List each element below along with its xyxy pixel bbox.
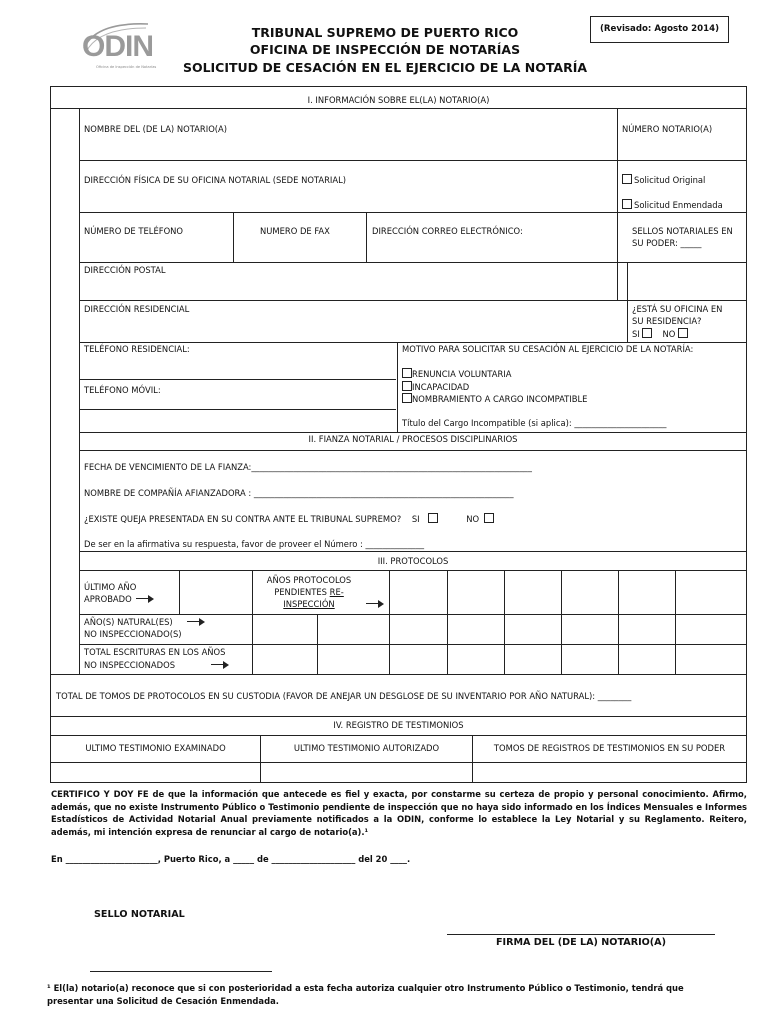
anos-protocolos-line-3: INSPECCIÓN [283,599,335,609]
arrow-right-icon [211,664,227,665]
motivo-option-renuncia[interactable] [402,368,512,380]
oficina-no-checkbox[interactable] [678,328,688,338]
postal-field[interactable] [80,278,616,299]
solicitud-original-checkbox[interactable] [622,174,632,184]
anos-protocolos-re: RE- [329,587,344,597]
escrituras-line-1: TOTAL ESCRITURAS EN LOS AÑOS [84,647,226,657]
afirmativa-numero[interactable]: De ser en la afirmativa su respuesta, favor de proveer el Número : ______________ [84,539,425,549]
titulo-cargo[interactable]: Título del Cargo Incompatible (si aplica): ______________________ [402,418,667,428]
tel-movil-label: TELÉFONO MÓVIL: [84,385,161,395]
date-line[interactable]: En ______________________, Puerto Rico, a _____ de ____________________ del 20 ____. [51,854,411,864]
fax-label: NUMERO DE FAX [260,226,330,236]
incapacidad-label: INCAPACIDAD [412,382,470,392]
queja-no-checkbox[interactable] [484,513,494,523]
sellos-line-1: SELLOS NOTARIALES EN [632,226,733,236]
tomos-registros-field[interactable] [473,763,746,782]
compania-afianzadora[interactable]: NOMBRE DE COMPAÑÍA AFIANZADORA : ______________________________________________________________ [84,488,514,498]
direccion-fisica-label: DIRECCIÓN FÍSICA DE SU OFICINA NOTARIAL (SEDE NOTARIAL) [84,175,347,185]
numero-label: NÚMERO NOTARIO(A) [622,124,713,134]
total-tomos[interactable]: TOTAL DE TOMOS DE PROTOCOLOS EN SU CUSTODIA (FAVOR DE ANEJAR UN DESGLOSE DE SU INVENTARIO POR AÑO NATURAL): ________ [56,691,632,701]
sello-notarial: SELLO NOTARIAL [94,909,185,920]
testimonio-examinado-field[interactable] [51,763,259,782]
oficina-residencia-line-2: SU RESIDENCIA? [632,316,702,326]
naturales-line-1 [84,617,203,628]
arrow-right-icon [187,621,203,622]
naturales-line-2: NO INSPECCIONADO(S) [84,629,182,639]
ultimo-ano-field[interactable] [180,571,251,613]
ultimo-ano-line-2 [84,594,152,605]
nombre-field[interactable] [80,138,616,159]
footnote-line-2: presentar una Solicitud de Cesación Enmendada. [47,996,279,1006]
solicitud-enmendada-checkbox[interactable] [622,199,632,209]
anos-protocolos-line-2-text: PENDIENTES [274,587,327,597]
motivo-option-incapacidad[interactable] [402,381,469,393]
renuncia-label: RENUNCIA VOLUNTARIA [412,369,512,379]
testimonio-autorizado-field[interactable] [261,763,471,782]
residencial-label: DIRECCIÓN RESIDENCIAL [84,304,190,314]
postal-label: DIRECCIÓN POSTAL [84,265,166,275]
anos-protocolos-line-1: AÑOS PROTOCOLOS [266,575,352,585]
fax-field[interactable] [234,240,365,261]
oficina-residencia-options [632,328,690,340]
solicitud-enmendada-label: Solicitud Enmendada [634,200,723,210]
telefono-label: NÚMERO DE TELÉFONO [84,226,184,236]
nombre-label: NOMBRE DEL (DE LA) NOTARIO(A) [84,124,228,134]
queja-si-label: SI [411,514,420,524]
tel-residencial-label: TELÉFONO RESIDENCIAL: [84,344,190,354]
queja-no-label: NO [466,514,480,524]
footnote-separator [90,971,272,972]
tel-residencial-field[interactable] [80,356,396,378]
section-1-heading: I. INFORMACIÓN SOBRE EL(LA) NOTARIO(A) [307,95,490,105]
title-line-2: OFICINA DE INSPECCIÓN DE NOTARÍAS [249,42,521,57]
motivo-label: MOTIVO PARA SOLICITAR SU CESACIÓN AL EJERCICIO DE LA NOTARÍA: [402,344,694,354]
logo-subtext: Oficina de Inspección de Notarías [96,65,157,69]
nombramiento-label: NOMBRAMIENTO A CARGO INCOMPATIBLE [412,394,588,404]
signature-line [447,934,715,935]
residencial-field[interactable] [80,316,626,340]
numero-field[interactable] [618,138,746,159]
queja-question [84,513,496,525]
ultimo-ano-line-1: ÚLTIMO AÑO [84,582,137,592]
firma-label: FIRMA DEL (DE LA) NOTARIO(A) [495,937,666,948]
oficina-si-checkbox[interactable] [642,328,652,338]
incapacidad-checkbox[interactable] [402,381,412,391]
arrow-right-icon [136,598,152,599]
solicitud-enmendada-option[interactable] [622,199,723,211]
tel-movil-field[interactable] [80,396,396,409]
telefono-field[interactable] [80,240,232,261]
escrituras-line-2 [84,660,227,671]
section-4-heading: IV. REGISTRO DE TESTIMONIOS [333,720,464,730]
logo-text: ODIN [82,30,153,63]
solicitud-original-label: Solicitud Original [634,175,706,185]
title-line-3: SOLICITUD DE CESACIÓN EN EL EJERCICIO DE LA NOTARÍA [182,60,588,75]
sellos-line-2: SU PODER: _____ [632,238,702,248]
testimonio-col-1: ULTIMO TESTIMONIO EXAMINADO [85,743,226,753]
escrituras-line-2-text: NO INSPECCIONADOS [84,660,176,670]
fecha-fianza[interactable]: FECHA DE VENCIMIENTO DE LA FIANZA:___________________________________________________________________ [84,462,532,472]
oficina-no-label: NO [662,329,676,339]
footnote-line-1: ¹ El(la) notario(a) reconoce que si con posterioridad a esta fecha autoriza cualquier otro Instrumento Público o Testimonio, tendrá que [47,983,684,993]
oficina-si-label: SI [632,329,640,339]
correo-label: DIRECCIÓN CORREO ELECTRÓNICO: [372,226,523,236]
testimonio-col-2: ULTIMO TESTIMONIO AUTORIZADO [293,743,440,753]
certification-text: CERTIFICO Y DOY FE de que la información que antecede es fiel y exacta, por constarme su certeza de propio y personal conocimiento. Afirmo, además, que no existe Instrumento Público o Testimonio pendiente de inspección que no haya sido informado en los Índices Mensuales e Informes Estadísticos de Actividad Notarial Anual previamente notificados a la ODIN, conforme lo establece la Ley Notarial y su Reglamento. Reitero, además, mi intención expresa de renunciar al cargo de notario(a).¹ [51,789,747,837]
revision-text: (Revisado: Agosto 2014) [600,24,719,34]
arrow-right-icon [366,603,382,604]
oficina-residencia-line-1: ¿ESTÁ SU OFICINA EN [632,304,723,314]
nombramiento-checkbox[interactable] [402,393,412,403]
correo-field[interactable] [367,240,616,261]
queja-si-checkbox[interactable] [428,513,438,523]
solicitud-original-option[interactable] [622,174,705,186]
motivo-option-nombramiento[interactable] [402,393,587,405]
revision-box [590,16,729,43]
title-line-1: TRIBUNAL SUPREMO DE PUERTO RICO [251,25,519,40]
queja-label: ¿EXISTE QUEJA PRESENTADA EN SU CONTRA ANTE EL TRIBUNAL SUPREMO? [84,514,402,524]
section-2-heading: II. FIANZA NOTARIAL / PROCESOS DISCIPLINARIOS [308,434,518,444]
ultimo-ano-line-2-text: APROBADO [84,594,132,604]
testimonio-col-3: TOMOS DE REGISTROS DE TESTIMONIOS EN SU PODER [493,743,726,753]
section-3-heading: III. PROTOCOLOS [377,556,449,566]
naturales-line-1-text: AÑO(S) NATURAL(ES) [84,617,173,627]
anos-protocolos-line-2 [254,587,364,598]
renuncia-checkbox[interactable] [402,368,412,378]
